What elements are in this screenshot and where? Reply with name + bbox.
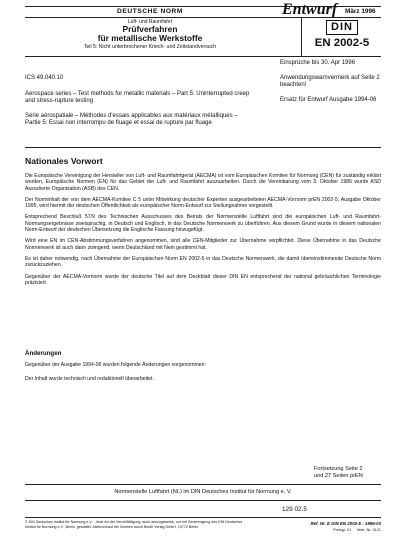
price-group: Preisgr. 21 Vertr.-Nr. 3121	[333, 528, 381, 532]
entwurf-label: Entwurf	[282, 1, 338, 18]
header-bottom-rule	[25, 56, 381, 57]
vorwort-heading: Nationales Vorwort	[25, 156, 103, 166]
title-line-1: Prüfverfahren	[122, 24, 178, 34]
date-label: März 1996	[345, 8, 376, 15]
vorwort-paragraph-2: Der Norminhalt der von dem AECMA-Komitee C 5 unter Mitwirkung deutscher Experten ausgearbeiteten AECMA-Vornorm prEN 2002-5, Ausgabe Oktober 1995, wird hiermit der deutschen Öffentlichkeit als europäischer Norm-Entwurf zur Stellungnahme vorgestellt.	[25, 196, 381, 210]
footer-rule-3	[25, 517, 381, 518]
reference-number: Ref. Nr. E DIN EN 2002-5 : 1996-03	[310, 521, 381, 526]
vorwort-paragraph-1: Die Europäische Vereinigung der Hersteller von Luft- und Raumfahrtgerät (AECMA) ist vom Europäischen Komitee für Normung (CEN) für zuständig erklärt worden, Europäische Normen (EN) für das Gebiet der Luft- und Raumfahrt auszuarbeiten. Durch die Vereinbarung vom 3. Oktober 1986 wurde ASD Assoziierte Organisation (ASB) des CEN.	[25, 173, 381, 192]
norm-number: EN 2002-5	[314, 37, 370, 49]
aenderungen-heading: Änderungen	[25, 350, 62, 357]
vorwort-paragraph-4: Wird eine EN im CEN-Abstimmungsverfahren angenommen, sind alle CEN-Mitglieder zur Übernahme verpflichtet. Diese Übernahme in das Deutsche Normenwerk ist auch dann zwingend, wenn Deutschland mit Nein gestimmt hat.	[25, 238, 381, 251]
anwendung-label: Anwendungswarnvermerk auf Seite 2 beachten!	[280, 75, 380, 88]
ics-label: ICS 49.040.10	[25, 75, 64, 81]
copyright-text: © DIN Deutsches Institut für Normung e.V. · Jede Art der Vervielfältigung, auch auszugsweise, nur mit Genehmigung des DIN Deutsches Institut für Normung e.V., Berlin, gestattet. Alleinverkauf der Normen durch Beuth Verlag GmbH, 10772 Berlin	[25, 520, 243, 529]
page-code: 129 02.5	[282, 506, 307, 513]
footer-rule-2	[25, 500, 381, 501]
aenderungen-paragraph-2: Der Inhalt wurde technisch und redaktionell überarbeitet.	[25, 376, 154, 382]
din-logo: DIN	[326, 20, 358, 35]
vorwort-paragraph-5: Es ist daher notwendig, nach Übernahme der Europäischen Norm EN 2002-5 in das Deutsche Normenwerk, die damit übereinstimmende Deutsche Norm zurückzuziehen.	[25, 255, 381, 269]
french-title: Série aérospatiale – Méthodes d'essais applicables aux matériaux métalliques – Partie 5: Essai non interrompu de fluage et essai de rupture par fluage	[25, 113, 238, 126]
section-rule	[25, 147, 381, 148]
aenderungen-paragraph-1: Gegenüber der Ausgabe 1994-06 wurden folgende Änderungen vorgenommen:	[25, 362, 206, 368]
english-title: Aerospace series – Test methods for metallic materials – Part 5: Uninterrupted creep and stress-rupture testing	[25, 91, 250, 104]
einsprueche-label: Einsprüche bis 30. Apr 1996	[280, 60, 356, 66]
header-divider	[301, 17, 302, 56]
normenstelle-label: Normenstelle Luftfahrt (NL) im DIN Deutsches Institut für Normung e. V.	[114, 489, 292, 495]
title-line-2: für metallische Werkstoffe	[97, 33, 203, 43]
vorwort-body	[25, 173, 381, 286]
header-rule	[25, 17, 381, 18]
fortsetzung-line-2: und 27 Seiten prEN	[314, 473, 363, 479]
part-label: Teil 5: Nicht unterbrochener Kriech- und Zeitstandversuch	[83, 44, 217, 50]
deutsche-norm-label: DEUTSCHE NORM	[116, 8, 184, 15]
footer-rule-1	[25, 484, 381, 485]
fortsetzung-line-1: Fortsetzung Seite 2	[314, 466, 363, 472]
ersatz-label: Ersatz für Entwurf Ausgabe 1994-06	[280, 97, 377, 103]
subject-label: Luft- und Raumfahrt	[127, 19, 173, 25]
vorwort-paragraph-3: Entsprechend Beschluß 57/9 des Technischen Ausschusses des Beirats der Normenstelle Luftfahrt sind die europäischen Luft- und Raumfahrt-Normungsergebnisse zweisprachig, in Deutsch und Englisch, in das Deutsche Normenwerk zu überführen. Aus diesem Grund wurde in diesem nationalen Norm-Entwurf der deutschen Übersetzung die Englische Fassung hinzugefügt.	[25, 214, 381, 234]
vorwort-paragraph-6: Gegenüber der AECMA-Vornorm wurde der deutsche Titel auf dem Deckblatt dieser DIN EN entsprechend der national gebräuchlichen Terminologie präzisiert.	[25, 273, 381, 286]
